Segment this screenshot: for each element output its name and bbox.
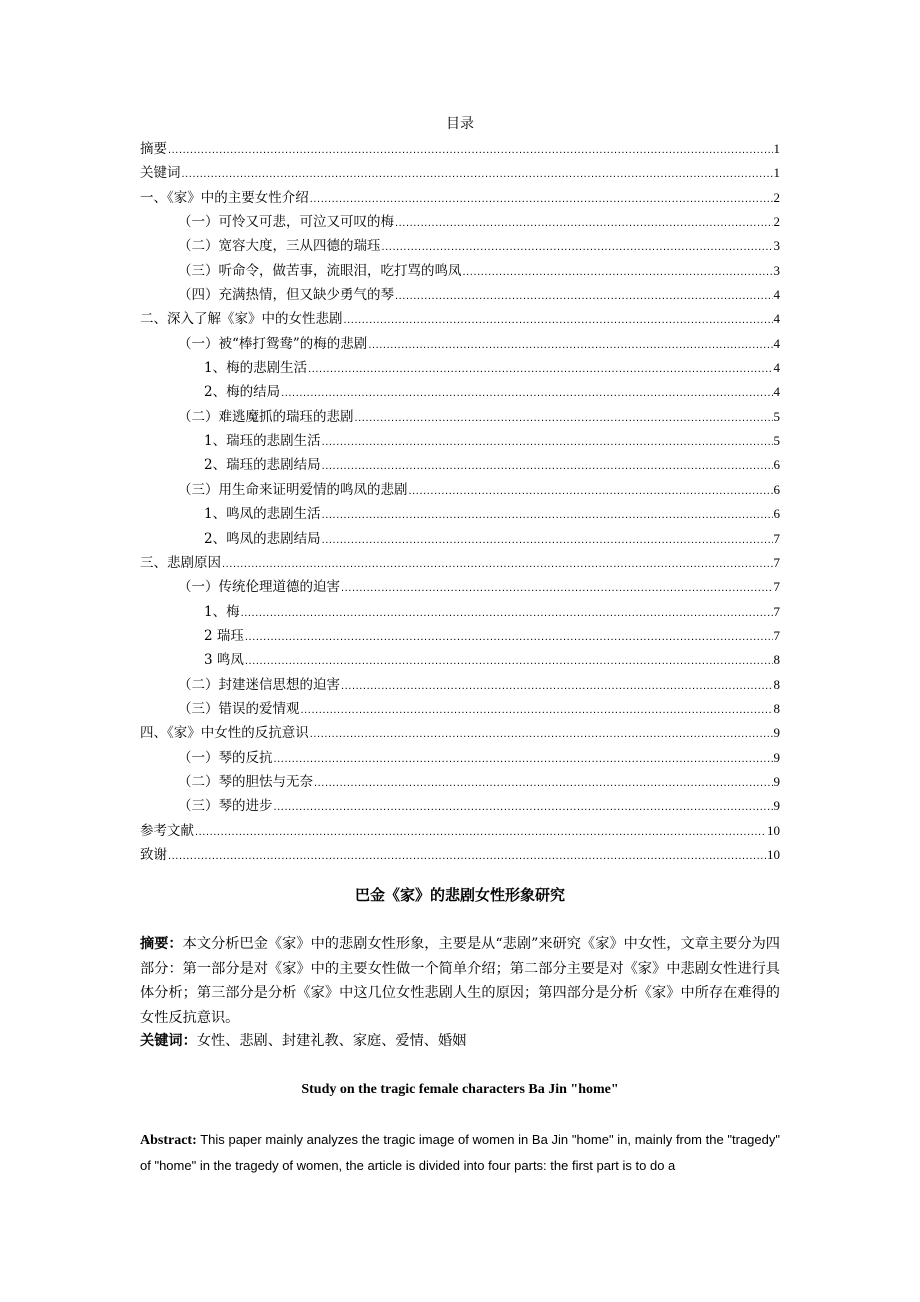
toc-leader-dots (301, 698, 773, 722)
toc-leader-dots (274, 795, 773, 819)
toc-entry[interactable] (140, 770, 780, 794)
toc-entry-title: （二）难逃魔抓的瑞珏的悲剧 (178, 408, 354, 425)
toc-leader-dots (395, 211, 773, 235)
toc-entry-page: 4 (773, 360, 780, 376)
toc-entry-page: 7 (773, 530, 780, 546)
toc-entry-title: 致谢 (140, 846, 167, 863)
toc-entry-page: 1 (773, 165, 780, 181)
toc-entry-page: 4 (773, 311, 780, 327)
toc-leader-dots (322, 430, 773, 454)
toc-leader-dots (341, 674, 773, 698)
toc-entry-page: 1 (773, 141, 780, 156)
toc-entry-title: 一、《家》中的主要女性介绍 (140, 189, 309, 206)
toc-entry[interactable] (140, 527, 780, 551)
toc-entry-page: 4 (773, 335, 780, 351)
toc-entry-page: 8 (773, 676, 780, 692)
toc-entry[interactable] (140, 429, 780, 453)
toc-entry[interactable] (140, 137, 780, 161)
toc-entry-page: 4 (773, 384, 780, 400)
toc-leader-dots (308, 357, 772, 381)
toc-entry[interactable] (140, 259, 780, 283)
toc-leader-dots (168, 844, 766, 868)
toc-entry-page: 5 (773, 433, 780, 449)
english-abstract-text: This paper mainly analyzes the tragic image of women in Ba Jin "home" in, mainly from the "tragedy" of "home" in the tragedy of women, the article is divided into four parts: the first part is to do a (140, 1132, 780, 1173)
toc-entry-title: 摘要 (140, 141, 167, 157)
toc-entry[interactable] (140, 502, 780, 526)
toc-entry[interactable] (140, 746, 780, 770)
toc-leader-dots (344, 308, 773, 332)
toc-entry-title: （一）被“棒打鸳鸯”的梅的悲剧 (178, 335, 368, 352)
toc-entry[interactable] (140, 551, 780, 575)
toc-entry[interactable] (140, 843, 780, 867)
toc-entry[interactable] (140, 478, 780, 502)
toc-entry-page: 6 (773, 506, 780, 522)
toc-leader-dots (245, 649, 773, 673)
toc-entry-title: （一）琴的反抗 (178, 749, 273, 766)
toc-entry-title: 二、深入了解《家》中的女性悲剧 (140, 311, 343, 328)
toc-entry-title: （三）错误的爱情观 (178, 700, 300, 717)
toc-leader-dots (463, 260, 773, 284)
toc-entry[interactable] (140, 600, 780, 624)
toc-entry-page: 9 (773, 798, 780, 814)
toc-leader-dots (222, 552, 773, 576)
toc-entry-title: 1、梅 (204, 603, 240, 620)
toc-entry-page: 9 (773, 749, 780, 765)
toc-entry-page: 10 (767, 822, 780, 838)
toc-entry[interactable] (140, 356, 780, 380)
toc-entry[interactable] (140, 186, 780, 210)
toc-entry[interactable] (140, 673, 780, 697)
toc-leader-dots (182, 162, 773, 186)
toc-leader-dots (409, 479, 773, 503)
chinese-keywords (140, 1030, 780, 1052)
toc-entry[interactable] (140, 721, 780, 745)
toc-entry[interactable] (140, 819, 780, 843)
toc-entry-title: 1、鸣凤的悲剧生活 (204, 506, 321, 523)
toc-leader-dots (168, 138, 773, 162)
english-abstract-label: Abstract: (140, 1133, 197, 1148)
toc-entry-title: （三）琴的进步 (178, 798, 273, 815)
toc-entry-page: 2 (773, 189, 780, 205)
toc-entry-title: 2 瑞珏 (204, 627, 244, 644)
toc-entry-title: 2、鸣凤的悲剧结局 (204, 530, 321, 547)
toc-entry-page: 9 (773, 773, 780, 789)
chinese-keywords-text: 女性、悲剧、封建礼教、家庭、爱情、婚姻 (196, 1033, 467, 1049)
toc-entry-page: 7 (773, 627, 780, 643)
toc-entry-title: （二）宽容大度，三从四德的瑞珏 (178, 238, 381, 255)
toc-entry[interactable] (140, 794, 780, 818)
toc-leader-dots (322, 528, 773, 552)
toc-entry-title: （三）用生命来证明爱情的鸣凤的悲剧 (178, 481, 408, 498)
toc-entry[interactable] (140, 161, 780, 185)
chinese-title: 巴金《家》的悲剧女性形象研究 (354, 886, 565, 904)
toc-entry-title: 关键词 (140, 165, 181, 182)
table-of-contents (140, 137, 780, 867)
toc-entry[interactable] (140, 624, 780, 648)
chinese-keywords-label: 关键词： (140, 1033, 197, 1049)
toc-entry-title: 3 鸣凤 (204, 652, 244, 669)
english-abstract (140, 1128, 780, 1178)
toc-leader-dots (245, 625, 773, 649)
toc-entry-page: 5 (773, 408, 780, 424)
toc-entry-page: 3 (773, 262, 780, 278)
toc-leader-dots (241, 601, 773, 625)
toc-entry-page: 3 (773, 238, 780, 254)
toc-entry[interactable] (140, 307, 780, 331)
chinese-abstract-text: 本文分析巴金《家》中的悲剧女性形象，主要是从“悲剧”来研究《家》中女性，文章主要分为四部分：第一部分是对《家》中的主要女性做一个简单介绍；第二部分主要是对《家》中悲剧女性进行具体分析；第三部分是分析《家》中这几位女性悲剧人生的原因；第四部分是分析《家》中所存在难得的女性反抗意识。 (140, 936, 780, 1026)
toc-entry-title: （二）封建迷信思想的迫害 (178, 676, 340, 693)
toc-entry-page: 10 (767, 846, 780, 862)
toc-leader-dots (322, 503, 773, 527)
toc-entry-title: 四、《家》中女性的反抗意识 (140, 725, 309, 742)
toc-entry-title: 1、梅的悲剧生活 (204, 360, 308, 377)
chinese-abstract (140, 932, 780, 1030)
toc-leader-dots (368, 333, 772, 357)
toc-entry-page: 8 (773, 652, 780, 668)
toc-leader-dots (314, 771, 773, 795)
toc-entry[interactable] (140, 697, 780, 721)
toc-entry-page: 7 (773, 579, 780, 595)
toc-entry[interactable] (140, 234, 780, 258)
chinese-abstract-label: 摘要： (140, 936, 183, 952)
toc-entry-title: （一）传统伦理道德的迫害 (178, 579, 340, 596)
toc-leader-dots (395, 284, 773, 308)
toc-leader-dots (310, 187, 773, 211)
toc-entry-title: 2、瑞珏的悲剧结局 (204, 457, 321, 474)
toc-entry-title: 2、梅的结局 (204, 384, 281, 401)
toc-entry-title: （四）充满热情，但又缺少勇气的琴 (178, 287, 394, 304)
toc-entry[interactable] (140, 648, 780, 672)
toc-leader-dots (322, 454, 773, 478)
toc-leader-dots (355, 406, 773, 430)
toc-entry[interactable] (140, 380, 780, 404)
toc-entry-page: 8 (773, 700, 780, 716)
toc-entry-page: 6 (773, 457, 780, 473)
toc-entry-page: 6 (773, 481, 780, 497)
toc-entry[interactable] (140, 210, 780, 234)
toc-entry[interactable] (140, 575, 780, 599)
toc-entry[interactable] (140, 332, 780, 356)
toc-entry-page: 4 (773, 287, 780, 303)
toc-entry-title: 参考文献 (140, 822, 194, 839)
english-title: Study on the tragic female characters Ba Jin "home" (301, 1082, 619, 1097)
toc-title: 目录 (446, 116, 474, 132)
toc-entry-title: 三、悲剧原因 (140, 554, 221, 571)
toc-entry-title: 1、瑞珏的悲剧生活 (204, 433, 321, 450)
toc-entry[interactable] (140, 453, 780, 477)
toc-leader-dots (310, 722, 773, 746)
toc-entry-page: 7 (773, 554, 780, 570)
toc-entry[interactable] (140, 283, 780, 307)
toc-entry-title: （一）可怜又可悲，可泣又可叹的梅 (178, 214, 394, 231)
toc-entry-page: 9 (773, 725, 780, 741)
toc-entry-page: 7 (773, 603, 780, 619)
toc-leader-dots (382, 235, 773, 259)
toc-entry-title: （三）听命令，做苦事，流眼泪，吃打骂的鸣凤 (178, 262, 462, 279)
toc-leader-dots (195, 820, 766, 844)
toc-entry-title: （二）琴的胆怯与无奈 (178, 773, 313, 790)
toc-entry-page: 2 (773, 214, 780, 230)
toc-leader-dots (281, 381, 772, 405)
toc-leader-dots (341, 576, 773, 600)
toc-entry[interactable] (140, 405, 780, 429)
toc-leader-dots (274, 747, 773, 771)
